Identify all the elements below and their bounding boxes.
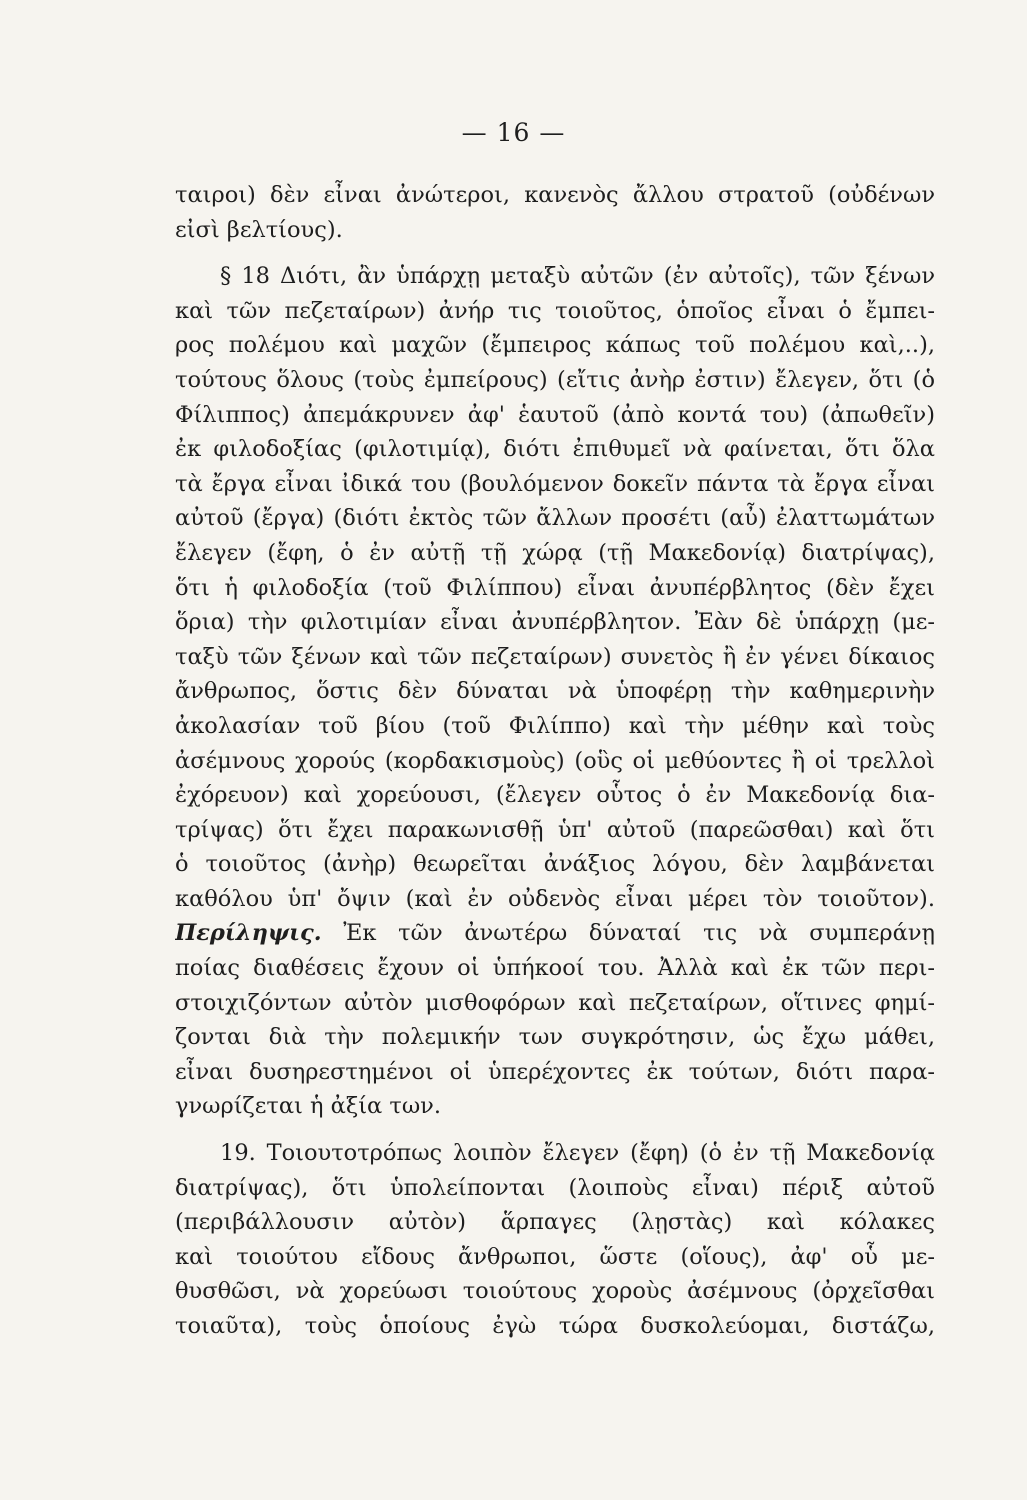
text-line: εἶναι δυσηρεστημένοι οἱ ὑπερέχοντες ἐκ τούτων, διότι παρα- bbox=[175, 1058, 935, 1085]
text-line: (περιβάλλουσιν αὐτὸν) ἅρπαγες (λῃστὰς) καὶ κόλακες bbox=[175, 1209, 935, 1236]
text-line: ἐχόρευον) καὶ χορεύουσι, (ἔλεγεν οὗτος ὁ ἐν Μακεδονίᾳ δια- bbox=[175, 782, 935, 809]
text-line: καθόλου ὑπ' ὄψιν (καὶ ἐν οὐδενὸς εἶναι μέρει τὸν τοιοῦτον). bbox=[175, 885, 935, 912]
text-line: ἄνθρωπος, ὅστις δὲν δύναται νὰ ὑποφέρῃ τὴν καθημερινὴν bbox=[175, 678, 935, 705]
text-line: γνωρίζεται ἡ ἀξία των. bbox=[175, 1093, 442, 1120]
text-line: τὰ ἔργα εἶναι ἰδικά του (βουλόμενον δοκεῖν πάντα τὰ ἔργα εἶναι bbox=[175, 470, 935, 497]
text-line: ἐκ φιλοδοξίας (φιλοτιμίᾳ), διότι ἐπιθυμεῖ νὰ φαίνεται, ὅτι ὅλα bbox=[175, 436, 935, 463]
text-line: ὅρια) τὴν φιλοτιμίαν εἶναι ἀνυπέρβλητον. Ἐὰν δὲ ὑπάρχῃ (με- bbox=[175, 609, 935, 636]
text-line: ταιροι) δὲν εἶναι ἀνώτεροι, κανενὸς ἄλλου στρατοῦ (οὐδένων bbox=[175, 182, 935, 208]
text-line: 19. Τοιουτοτρόπως λοιπὸν ἔλεγεν (ἔφη) (ὁ ἐν τῇ Μακεδονίᾳ bbox=[220, 1140, 935, 1167]
text-line: ρος πολέμου καὶ μαχῶν (ἔμπειρος κάπως τοῦ πολέμου καὶ,..), bbox=[175, 332, 935, 359]
text-line: ποίας διαθέσεις ἔχουν οἱ ὑπήκοοί του. Ἀλλὰ καὶ ἐκ τῶν περι- bbox=[175, 955, 935, 982]
text-line: ταξὺ τῶν ξένων καὶ τῶν πεζεταίρων) συνετὸς ἢ ἐν γένει δίκαιος bbox=[175, 643, 935, 670]
text-line: Φίλιππος) ἀπεμάκρυνεν ἀφ' ἑαυτοῦ (ἀπὸ κοντά του) (ἀπωθεῖν) bbox=[175, 401, 935, 428]
page-number: — 16 — bbox=[461, 118, 566, 147]
text-line: θυσθῶσι, νὰ χορεύωσι τοιούτους χοροὺς ἀσέμνους (ὀρχεῖσθαι bbox=[175, 1278, 935, 1305]
text-line: τούτους ὅλους (τοὺς ἐμπείρους) (εἴτις ἀνὴρ ἐστιν) ἔλεγεν, ὅτι (ὁ bbox=[175, 366, 935, 393]
text-span: Ἐκ τῶν ἀνωτέρω δύναταί τις νὰ συμπεράνῃ bbox=[321, 920, 935, 947]
text-line: διατρίψας), ὅτι ὑπολείπονται (λοιποὺς εἶναι) πέριξ αὐτοῦ bbox=[175, 1174, 935, 1201]
body-text bbox=[175, 178, 935, 1344]
text-line: καὶ τοιούτου εἴδους ἄνθρωποι, ὥστε (οἵους), ἀφ' οὗ με- bbox=[175, 1243, 935, 1270]
text-line: ἀκολασίαν τοῦ βίου (τοῦ Φιλίππο) καὶ τὴν μέθην καὶ τοὺς bbox=[175, 712, 935, 739]
text-line: τρίψας) ὅτι ἔχει παρακωνισθῇ ὑπ' αὐτοῦ (παρεῶσθαι) καὶ ὅτι bbox=[175, 816, 935, 843]
text-line: § 18 Διότι, ἂν ὑπάρχῃ μεταξὺ αὐτῶν (ἐν αὐτοῖς), τῶν ξένων bbox=[220, 263, 935, 290]
text-line: καὶ τῶν πεζεταίρων) ἀνήρ τις τοιοῦτος, ὁποῖος εἶναι ὁ ἔμπει- bbox=[175, 297, 935, 324]
text-line: αὐτοῦ (ἔργα) (διότι ἐκτὸς τῶν ἄλλων προσέτι (αὖ) ἐλαττωμάτων bbox=[175, 505, 935, 532]
text-line: ἔλεγεν (ἔφη, ὁ ἐν αὐτῇ τῇ χώρᾳ (τῇ Μακεδονίᾳ) διατρίψας), bbox=[175, 539, 935, 566]
text-line: τοιαῦτα), τοὺς ὁποίους ἐγὼ τώρα δυσκολεύομαι, διστάζω, bbox=[175, 1313, 935, 1339]
text-line: ὅτι ἡ φιλοδοξία (τοῦ Φιλίππου) εἶναι ἀνυπέρβλητος (δὲν ἔχει bbox=[175, 574, 935, 601]
text-line: στοιχιζόντων αὐτὸν μισθοφόρων καὶ πεζεταίρων, οἵτινες φημί- bbox=[175, 989, 935, 1016]
text-line: εἰσὶ βελτίους). bbox=[175, 216, 343, 243]
text-line: ὁ τοιοῦτος (ἀνὴρ) θεωρεῖται ἀνάξιος λόγου, δὲν λαμβάνεται bbox=[175, 851, 935, 878]
summary-heading: Περίληψις. bbox=[175, 920, 322, 947]
text-line: ζονται διὰ τὴν πολεμικήν των συγκρότησιν, ὡς ἔχω μάθει, bbox=[175, 1024, 935, 1051]
text-line: ἀσέμνους χορούς (κορδακισμοὺς) (οὓς οἱ μεθύοντες ἢ οἱ τρελλοὶ bbox=[175, 747, 935, 774]
text-line bbox=[175, 916, 935, 951]
